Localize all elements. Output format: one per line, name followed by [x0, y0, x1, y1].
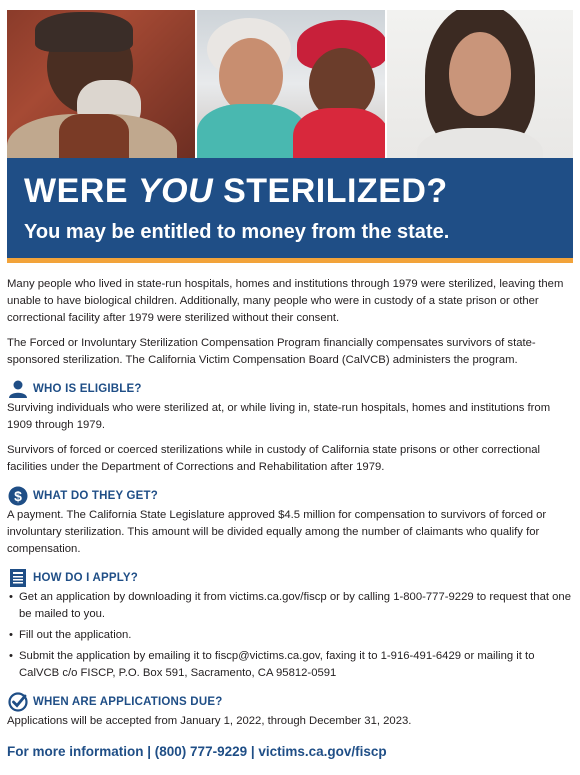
page-subtitle: You may be entitled to money from the state. [24, 221, 450, 243]
svg-text:$: $ [14, 488, 22, 504]
section-title: WHAT DO THEY GET? [33, 490, 158, 502]
section-heading-eligible [7, 379, 573, 399]
page-title: WERE YOU STERILIZED? [24, 172, 448, 210]
section-title: WHO IS ELIGIBLE? [33, 383, 142, 395]
section-paragraph: A payment. The California State Legislature approved $4.5 million for compensation to survivors of forced or involuntary sterilization. This amount will be divided equally among the number of claimants who qualify for compensation. [7, 509, 547, 555]
intro-paragraph: The Forced or Involuntary Sterilization Compensation Program financially compensates survivors of state-sponsored sterilization. The California Victim Compensation Board (CalVCB) administers the program. [7, 337, 536, 366]
section-heading-due [7, 692, 573, 712]
banner-accent-rule [7, 258, 573, 263]
photo-two-women [197, 10, 385, 158]
photo-elderly-man [7, 10, 195, 158]
section-title: HOW DO I APPLY? [33, 572, 139, 584]
intro-paragraph: Many people who lived in state-run hospitals, homes and institutions through 1979 were sterilized, leaving them unable to have biological children. Additionally, many people who were in custody of a state prison or other correctional facility after 1979 were sterilized without their consent. [7, 278, 564, 324]
main-content [7, 276, 573, 730]
list-item: • Submit the application by emailing it to fiscp@victims.ca.gov, faxing it to 1-916-491-6429 or mailing it to CalVCB c/o FISCP, P.O. Box 591, Sacramento, CA 95812-0591 [7, 648, 573, 682]
dollar-icon [7, 486, 29, 506]
photo-woman [387, 10, 573, 158]
form-icon [7, 568, 29, 588]
photo-strip [7, 10, 573, 158]
checkmark-icon [7, 692, 29, 712]
person-icon [7, 379, 29, 399]
list-item: • Fill out the application. [7, 627, 573, 644]
footer-contact: For more information | (800) 777-9229 | victims.ca.gov/fiscp [7, 744, 387, 759]
apply-steps-list [7, 589, 573, 682]
section-paragraph: Survivors of forced or coerced sterilizations while in custody of California state prisons or other correctional facilities under the Department of Corrections and Rehabilitation after 1979. [7, 444, 541, 473]
section-heading-get [7, 486, 573, 506]
list-item: • Get an application by downloading it from victims.ca.gov/fiscp or by calling 1-800-777-9229 to request that one be mailed to you. [7, 589, 573, 623]
section-paragraph: Surviving individuals who were sterilized at, or while living in, state-run hospitals, homes and institutions from 1909 through 1979. [7, 402, 551, 431]
section-heading-apply [7, 568, 573, 588]
section-paragraph: Applications will be accepted from January 1, 2022, through December 31, 2023. [7, 715, 412, 727]
section-title: WHEN ARE APPLICATIONS DUE? [33, 696, 223, 708]
